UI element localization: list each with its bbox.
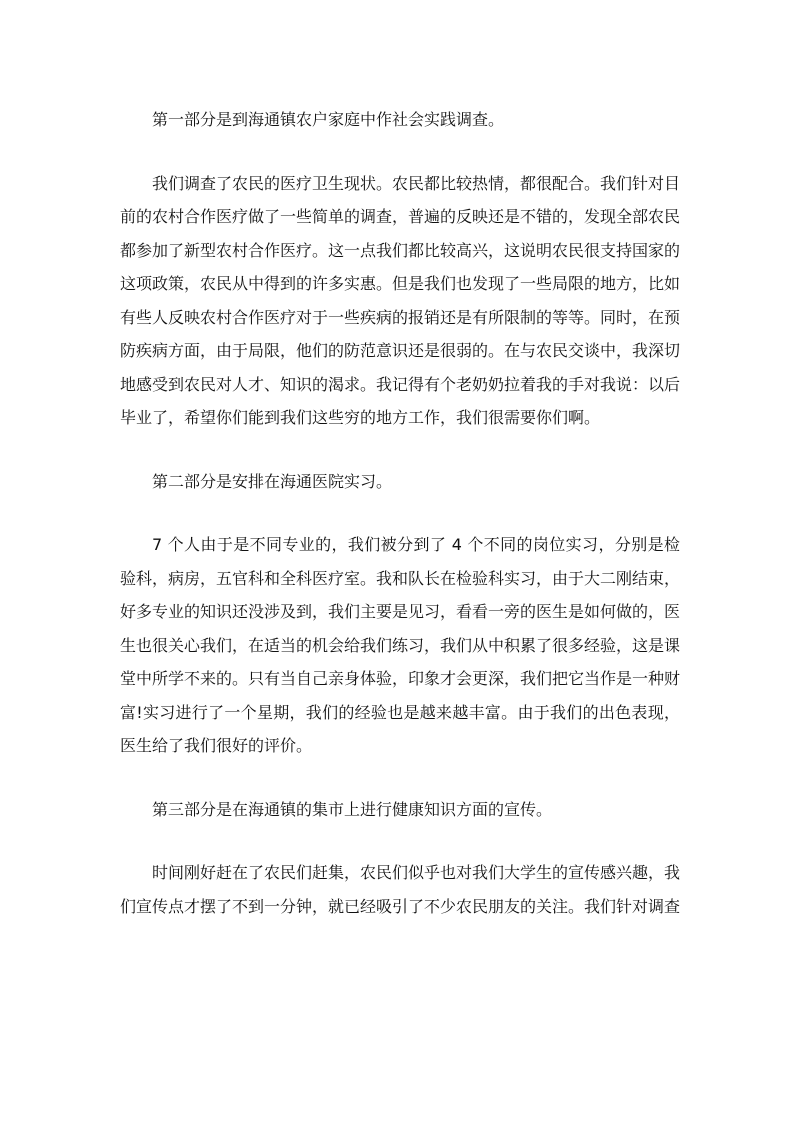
section-three-paragraph: 时间刚好赶在了农民们赶集，农民们似乎也对我们大学生的宣传感兴趣，我们宣传点才摆了不到一分钟，就已经吸引了不少农民朋友的关注。我们针对调查 bbox=[120, 863, 681, 916]
section-two-paragraph: 7 个人由于是不同专业的，我们被分到了 4 个不同的岗位实习，分别是检验科，病房，五官科和全科医疗室。我和队长在检验科实习，由于大二刚结束，好多专业的知识还没涉及到，我们主要是见习，看看一旁的医生是如何做的，医生也很关心我们，在适当的机会给我们练习，我们从中积累了很多经验，这是课堂中所学不来的。只有当自己亲身体验，印象才会更深，我们把它当作是一种财富!实习进行了一个星期，我们的经验也是越来越丰富。由于我们的出色表现，医生给了我们很好的评价。 bbox=[120, 535, 681, 755]
section-three-heading: 第三部分是在海通镇的集市上进行健康知识方面的宣传。 bbox=[152, 799, 553, 819]
section-one-paragraph: 我们调查了农民的医疗卫生现状。农民都比较热情，都很配合。我们针对目前的农村合作医疗做了一些简单的调查，普遍的反映还是不错的，发现全部农民都参加了新型农村合作医疗。这一点我们都比较高兴，这说明农民很支持国家的这项政策，农民从中得到的许多实惠。但是我们也发现了一些局限的地方，比如有些人反映农村合作医疗对于一些疾病的报销还是有所限制的等等。同时，在预防疾病方面，由于局限，他们的防范意识还是很弱的。在与农民交谈中，我深切地感受到农民对人才、知识的渴求。我记得有个老奶奶拉着我的手对我说：以后毕业了，希望你们能到我们这些穷的地方工作，我们很需要你们啊。 bbox=[120, 173, 681, 427]
document-body bbox=[120, 103, 680, 923]
section-one-heading: 第一部分是到海通镇农户家庭中作社会实践调查。 bbox=[152, 110, 505, 129]
section-two-heading: 第二部分是安排在海通医院实习。 bbox=[152, 471, 393, 491]
